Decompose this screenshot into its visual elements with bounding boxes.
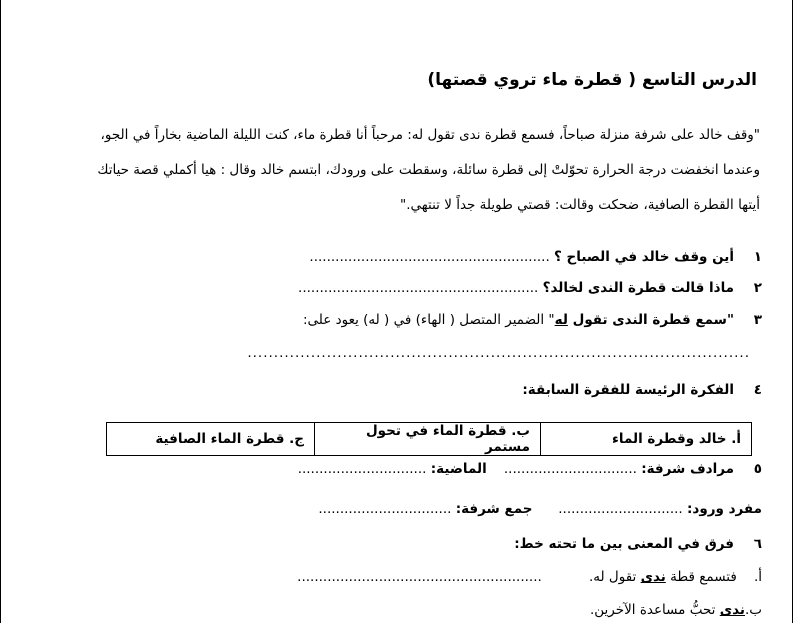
past-answer[interactable]: .............................. — [297, 461, 427, 477]
synonym-answer[interactable]: ............................... — [503, 461, 637, 477]
question-5-row-2 — [318, 501, 762, 517]
answer-line[interactable]: ........................................................ — [298, 280, 539, 296]
question-text-part-2: " الضمير المتصل ( الهاء) في ( له) يعود على: — [302, 312, 555, 328]
question-3 — [303, 312, 762, 328]
item-prefix: ب. — [744, 602, 762, 618]
answer-line[interactable]: ........................................................ — [309, 249, 550, 265]
synonym-label: مرادف شرفة: — [641, 461, 734, 477]
question-5-row-1 — [298, 461, 762, 477]
singular-answer[interactable]: ............................. — [558, 501, 683, 517]
choice-c[interactable]: ج. قطرة الماء الصافية — [107, 423, 315, 456]
question-text-underlined: له — [554, 312, 568, 328]
question-number: ٢ — [753, 280, 762, 296]
singular-label: مفرد ورود: — [687, 501, 762, 517]
item-text-2: تقول له. — [589, 569, 641, 585]
item-text-2: تحبُّ مساعدة الآخرين. — [589, 602, 720, 618]
question-6-item-a — [297, 569, 762, 585]
question-6-item-b — [590, 602, 762, 618]
question-2 — [298, 280, 762, 296]
item-underlined-word: ندى — [719, 602, 745, 618]
question-number: ٣ — [753, 312, 762, 328]
item-answer-line[interactable]: ......................................................... — [297, 569, 542, 585]
question-text: ماذا قالت قطرة الندى لخالد؟ — [542, 280, 734, 296]
item-prefix: أ. — [753, 569, 762, 585]
plural-answer[interactable]: ............................... — [318, 501, 452, 517]
question-text: فرق في المعنى بين ما تحته خط: — [514, 536, 734, 552]
choices-table — [106, 422, 752, 456]
paragraph-line-2: وعندما انخفضت درجة الحرارة تحوّلتْ إلى قطرة سائلة، وسقطت على ورودك، ابتسم خالد وقال : هيا أكملي قصة حياتك — [97, 162, 760, 178]
question-number: ١ — [753, 249, 762, 265]
item-underlined-word: ندى — [640, 569, 666, 585]
question-number: ٤ — [753, 382, 762, 398]
choice-b[interactable]: ب. قطرة الماء في تحول مستمر — [315, 423, 541, 456]
lesson-title: الدرس التاسع ( قطرة ماء تروي قصتها) — [427, 70, 757, 90]
question-6 — [514, 536, 762, 552]
question-4 — [522, 382, 762, 398]
question-text: الفكرة الرئيسة للفقرة السابقة: — [522, 382, 734, 398]
question-1 — [309, 249, 762, 265]
paragraph-line-1: "وقف خالد على شرفة منزلة صباحاً، فسمع قطرة ندى تقول له: مرحباً أنا قطرة ماء، كنت الليلة الماضية بخاراً في الجو، — [100, 127, 760, 143]
question-text: أين وقف خالد في الصباح ؟ — [554, 249, 734, 265]
question-number: ٥ — [753, 461, 762, 477]
choice-a[interactable]: أ. خالد وقطرة الماء — [541, 423, 752, 456]
paragraph-line-3: أيتها القطرة الصافية، ضحكت وقالت: قصتي طويلة جداً لا تنتهي." — [400, 197, 760, 213]
item-text-1: فتسمع قطة — [665, 569, 737, 585]
past-label: الماضية: — [430, 461, 487, 477]
plural-label: جمع شرفة: — [455, 501, 533, 517]
question-number: ٦ — [753, 536, 762, 552]
question-3-answer-line[interactable]: ............................................................................................... — [247, 345, 750, 361]
question-text-part-1: "سمع قطرة الندى تقول — [567, 312, 734, 328]
